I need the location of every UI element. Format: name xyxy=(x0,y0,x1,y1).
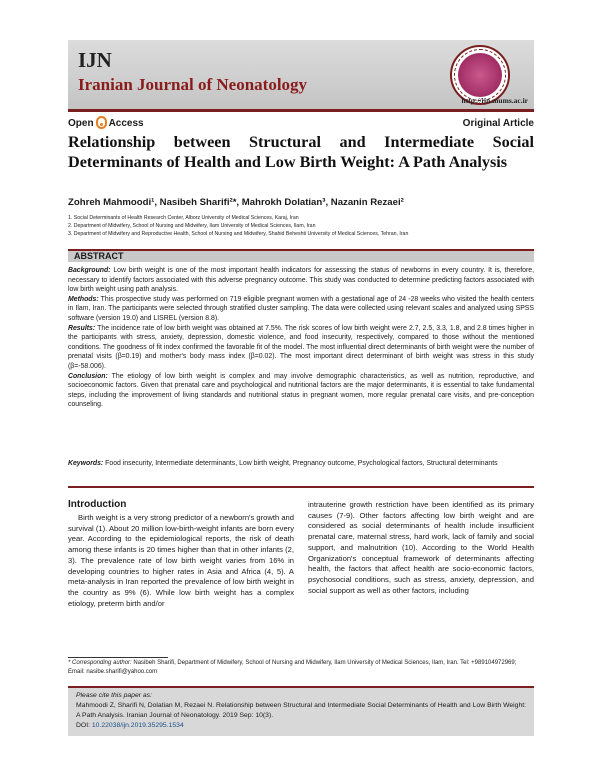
author-list: Zohreh Mahmoodi¹, Nasibeh Sharifi²*, Mahrokh Dolatian³, Nazanin Rezaei² xyxy=(68,197,404,208)
journal-url[interactable]: http://ijn.mums.ac.ir xyxy=(461,96,528,105)
introduction-heading: Introduction xyxy=(68,499,127,510)
keywords-text: Food insecurity, Intermediate determinants, Low birth weight, Pregnancy outcome, Psychological factors, Structural determinants xyxy=(103,460,498,467)
abstract-body xyxy=(68,266,534,410)
abstract-conclusion xyxy=(68,372,534,410)
intro-left-text: Birth weight is a very strong predictor of a newborn's growth and survival (1). About 20 million low-birth-weight infants are born every year. According to the epidemiological reports, the risk of death among these infants is 20 times higher than that in other infants (2, 3). The prevalence rate of low birth weight varies from 16% in developing countries to higher rates in Asia and Africa (4, 5). A meta-analysis in Iran reported the prevalence of low birth weight in the country as 9% (6). While low birth weight has a complex etiology, preterm birth and/or xyxy=(68,513,294,608)
abstract-methods xyxy=(68,295,534,324)
citation-box xyxy=(68,686,534,736)
affiliation-item: 3. Department of Midwifery and Reproductive Health, School of Nursing and Midwifery, Shahid Beheshti University of Medical Sciences, Tehran, Iran xyxy=(68,231,409,237)
conclusion-label: Conclusion: xyxy=(68,372,108,380)
conclusion-text: The etiology of low birth weight is complex and may involve demographic characteristics, as well as nutrition, reproductive, and socioeconomic factors. Given that prenatal care and psychological and nutritional factors are the major determinants, it is essential to take fundamental steps, including the improvement of living standards and nutritional status in pregnant women, more regular prenatal care visits, and pre-conception counseling. xyxy=(68,372,534,409)
introduction-left-column xyxy=(68,513,294,609)
paper-title: Relationship between Structural and Intermediate Social Determinants of Health and Low Birth Weight: A Path Analysis xyxy=(68,133,534,171)
corresponding-text: Nasibeh Sharifi, Department of Midwifery, School of Nursing and Midwifery, Ilam University of Medical Sciences, Ilam, Iran. Tel: +989104972969; Email: nasibe.sharifi@yahoo.com xyxy=(68,660,517,675)
results-label: Results: xyxy=(68,324,96,332)
citation-text: Mahmoodi Z, Sharifi N, Dolatian M, Rezaei N. Relationship between Structural and Intermediate Social Determinants of Health and Low Birth Weight: A Path Analysis. Iranian Journal of Neonatology. 2019 Sep: 10(3). xyxy=(76,702,526,719)
article-type: Original Article xyxy=(462,118,534,129)
affiliations xyxy=(68,214,538,238)
footnote-divider xyxy=(68,657,168,658)
open-access-tag xyxy=(68,116,144,129)
citation-doi-line xyxy=(76,721,526,731)
corresponding-label: * Corresponding author: xyxy=(68,660,132,666)
background-label: Background: xyxy=(68,267,111,274)
methods-text: This prospective study was performed on 719 eligible pregnant women with a gestational age of 24 -28 weeks who visited the health centers in Ilam, Iran. The participants were selected through stratified cluster sampling. The data were collected using relevant scales and analyzed using SPSS software (version 19.0) and LISREL (version 8.8). xyxy=(68,295,534,322)
journal-banner xyxy=(68,40,534,112)
keywords-label: Keywords: xyxy=(68,460,104,467)
citation-label: Please cite this paper as: xyxy=(76,692,152,699)
corresponding-author-note xyxy=(68,659,534,677)
abstract-background xyxy=(68,266,534,295)
journal-abbr: IJN xyxy=(78,48,112,72)
journal-name: Iranian Journal of Neonatology xyxy=(78,75,308,94)
introduction-right-column: intrauterine growth restriction have been identified as its primary causes (7-9). Other factors affecting low birth weight and are considered as social determinants of health include insufficient prenatal care, maternal stress, hard work, lack of family and social support, and malnutrition (10). According to the World Health Organization's conceptual framework of determinants affecting health, the factors that affect health are socio-economic factors, psychosocial conditions, such as stress, anxiety, depression, and social support as well as other factors, including xyxy=(308,500,534,595)
background-text: Low birth weight is one of the most important health indicators for assessing the status of newborns in every country. It is, therefore, necessary to identify factors associated with this adverse pregnancy outcome. This study was conducted to determine predicting factors associated with low birth weight using path analysis. xyxy=(68,267,534,294)
doi-link[interactable]: 10.22038/ijn.2019.35295.1534 xyxy=(91,722,184,729)
abstract-heading: ABSTRACT xyxy=(68,249,534,262)
keywords xyxy=(68,459,534,469)
open-access-lock-icon xyxy=(96,116,107,129)
seal-ring xyxy=(454,49,506,101)
affiliation-item: 1. Social Determinants of Health Research Center, Alborz University of Medical Sciences, Karaj, Iran xyxy=(68,215,299,221)
results-text: The incidence rate of low birth weight was obtained at 7.5%. The risk scores of low birth weight were 2.7, 2.5, 3.3, 1.8, and 2.8 times higher in the participants with stress, anxiety, depression, domestic violence, and food insecurity, respectively, compared to those without the mentioned conditions. The goodness of fit index confirmed the favorable fit of the model. The most influential direct determinants of birth weight were the number of prenatal visits (β=0.19) and mother's body mass index (β=0.02). The most important direct determinant of birth weight was stress in this study (β=-58.006). xyxy=(68,324,534,370)
open-access-word-2: Access xyxy=(108,118,144,129)
open-access-word-1: Open xyxy=(68,118,94,129)
affiliation-item: 2. Department of Midwifery, School of Nursing and Midwifery, Ilam University of Medical Sciences, Ilam, Iran xyxy=(68,223,316,229)
methods-label: Methods: xyxy=(68,295,99,303)
section-divider xyxy=(68,486,534,488)
doi-label: DOI: xyxy=(76,722,92,729)
abstract-results xyxy=(68,324,534,372)
